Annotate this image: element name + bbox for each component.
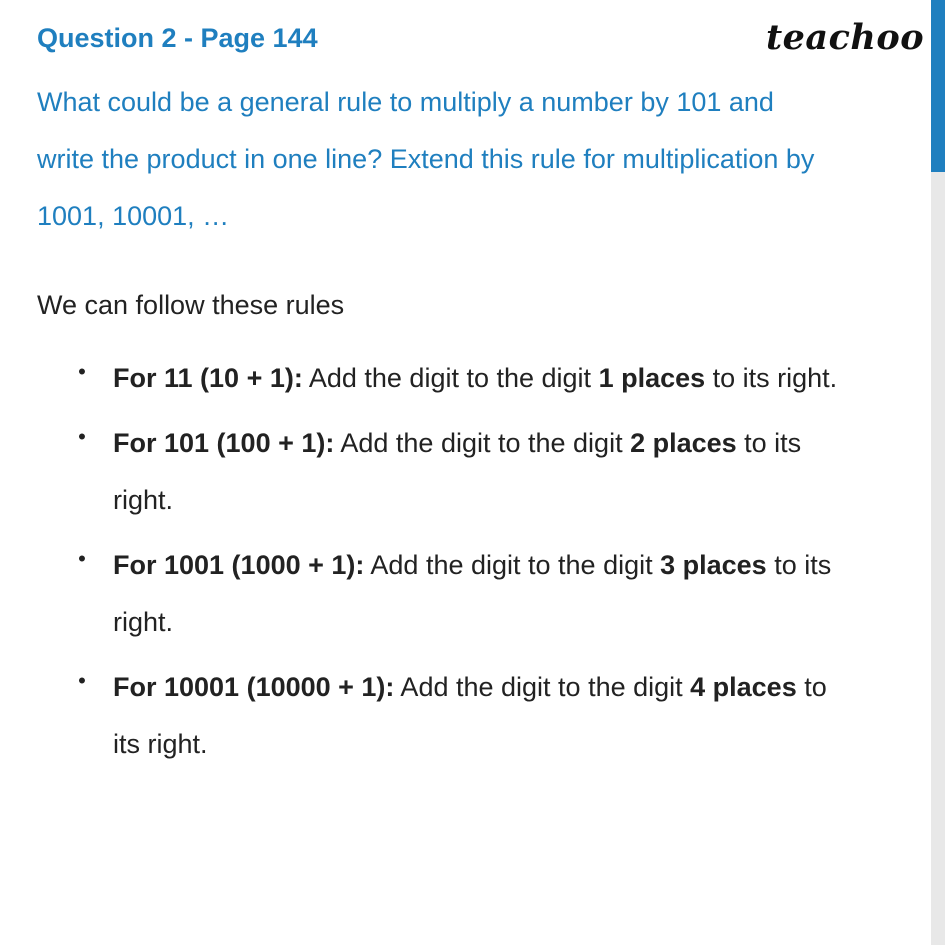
question-text — [37, 74, 912, 245]
rule-text — [113, 350, 920, 407]
rule-continuation: right. — [113, 485, 174, 515]
rule-emphasis: 1 places — [598, 363, 706, 393]
rule-emphasis: 2 places — [630, 428, 737, 458]
rule-item-1001 — [0, 537, 920, 651]
bullet-icon: • — [78, 359, 86, 384]
rule-line — [113, 659, 920, 716]
rule-line — [113, 350, 920, 407]
rules-list — [0, 350, 920, 773]
rule-middle: Add the digit to the digit — [364, 550, 661, 580]
rule-lead: For 1001 (1000 + 1): — [113, 550, 365, 580]
rule-text — [113, 537, 920, 651]
right-accent-bar — [931, 0, 945, 172]
page-title: Question 2 - Page 144 — [37, 23, 318, 53]
rule-lead: For 101 (100 + 1): — [113, 428, 335, 458]
question-line-1: What could be a general rule to multiply a number by 101 and — [37, 87, 774, 117]
rule-tail: to its right. — [705, 363, 838, 393]
rule-line — [113, 415, 920, 472]
rule-middle: Add the digit to the digit — [334, 428, 631, 458]
rule-emphasis: 4 places — [690, 672, 797, 702]
rule-tail: to its — [766, 550, 832, 580]
rule-item-101 — [0, 415, 920, 529]
question-line-2: write the product in one line? Extend this rule for multiplication by — [37, 144, 815, 174]
rule-continuation: right. — [113, 607, 174, 637]
question-line-3: 1001, 10001, … — [37, 201, 230, 231]
bullet-icon: • — [78, 668, 86, 693]
rule-continuation: its right. — [113, 729, 208, 759]
rule-middle: Add the digit to the digit — [302, 363, 599, 393]
rule-emphasis: 3 places — [660, 550, 767, 580]
rule-item-11 — [0, 350, 920, 407]
rule-text — [113, 659, 920, 773]
rule-middle: Add the digit to the digit — [394, 672, 691, 702]
rule-tail: to its — [736, 428, 802, 458]
rule-item-10001 — [0, 659, 920, 773]
brand-logo: teachoo — [766, 17, 925, 58]
intro-text: We can follow these rules — [37, 290, 345, 320]
rule-lead: For 10001 (10000 + 1): — [113, 672, 395, 702]
rule-text — [113, 415, 920, 529]
bullet-icon: • — [78, 424, 86, 449]
bullet-icon: • — [78, 546, 86, 571]
rule-lead: For 11 (10 + 1): — [113, 363, 303, 393]
rule-line — [113, 537, 920, 594]
rule-tail: to — [796, 672, 827, 702]
